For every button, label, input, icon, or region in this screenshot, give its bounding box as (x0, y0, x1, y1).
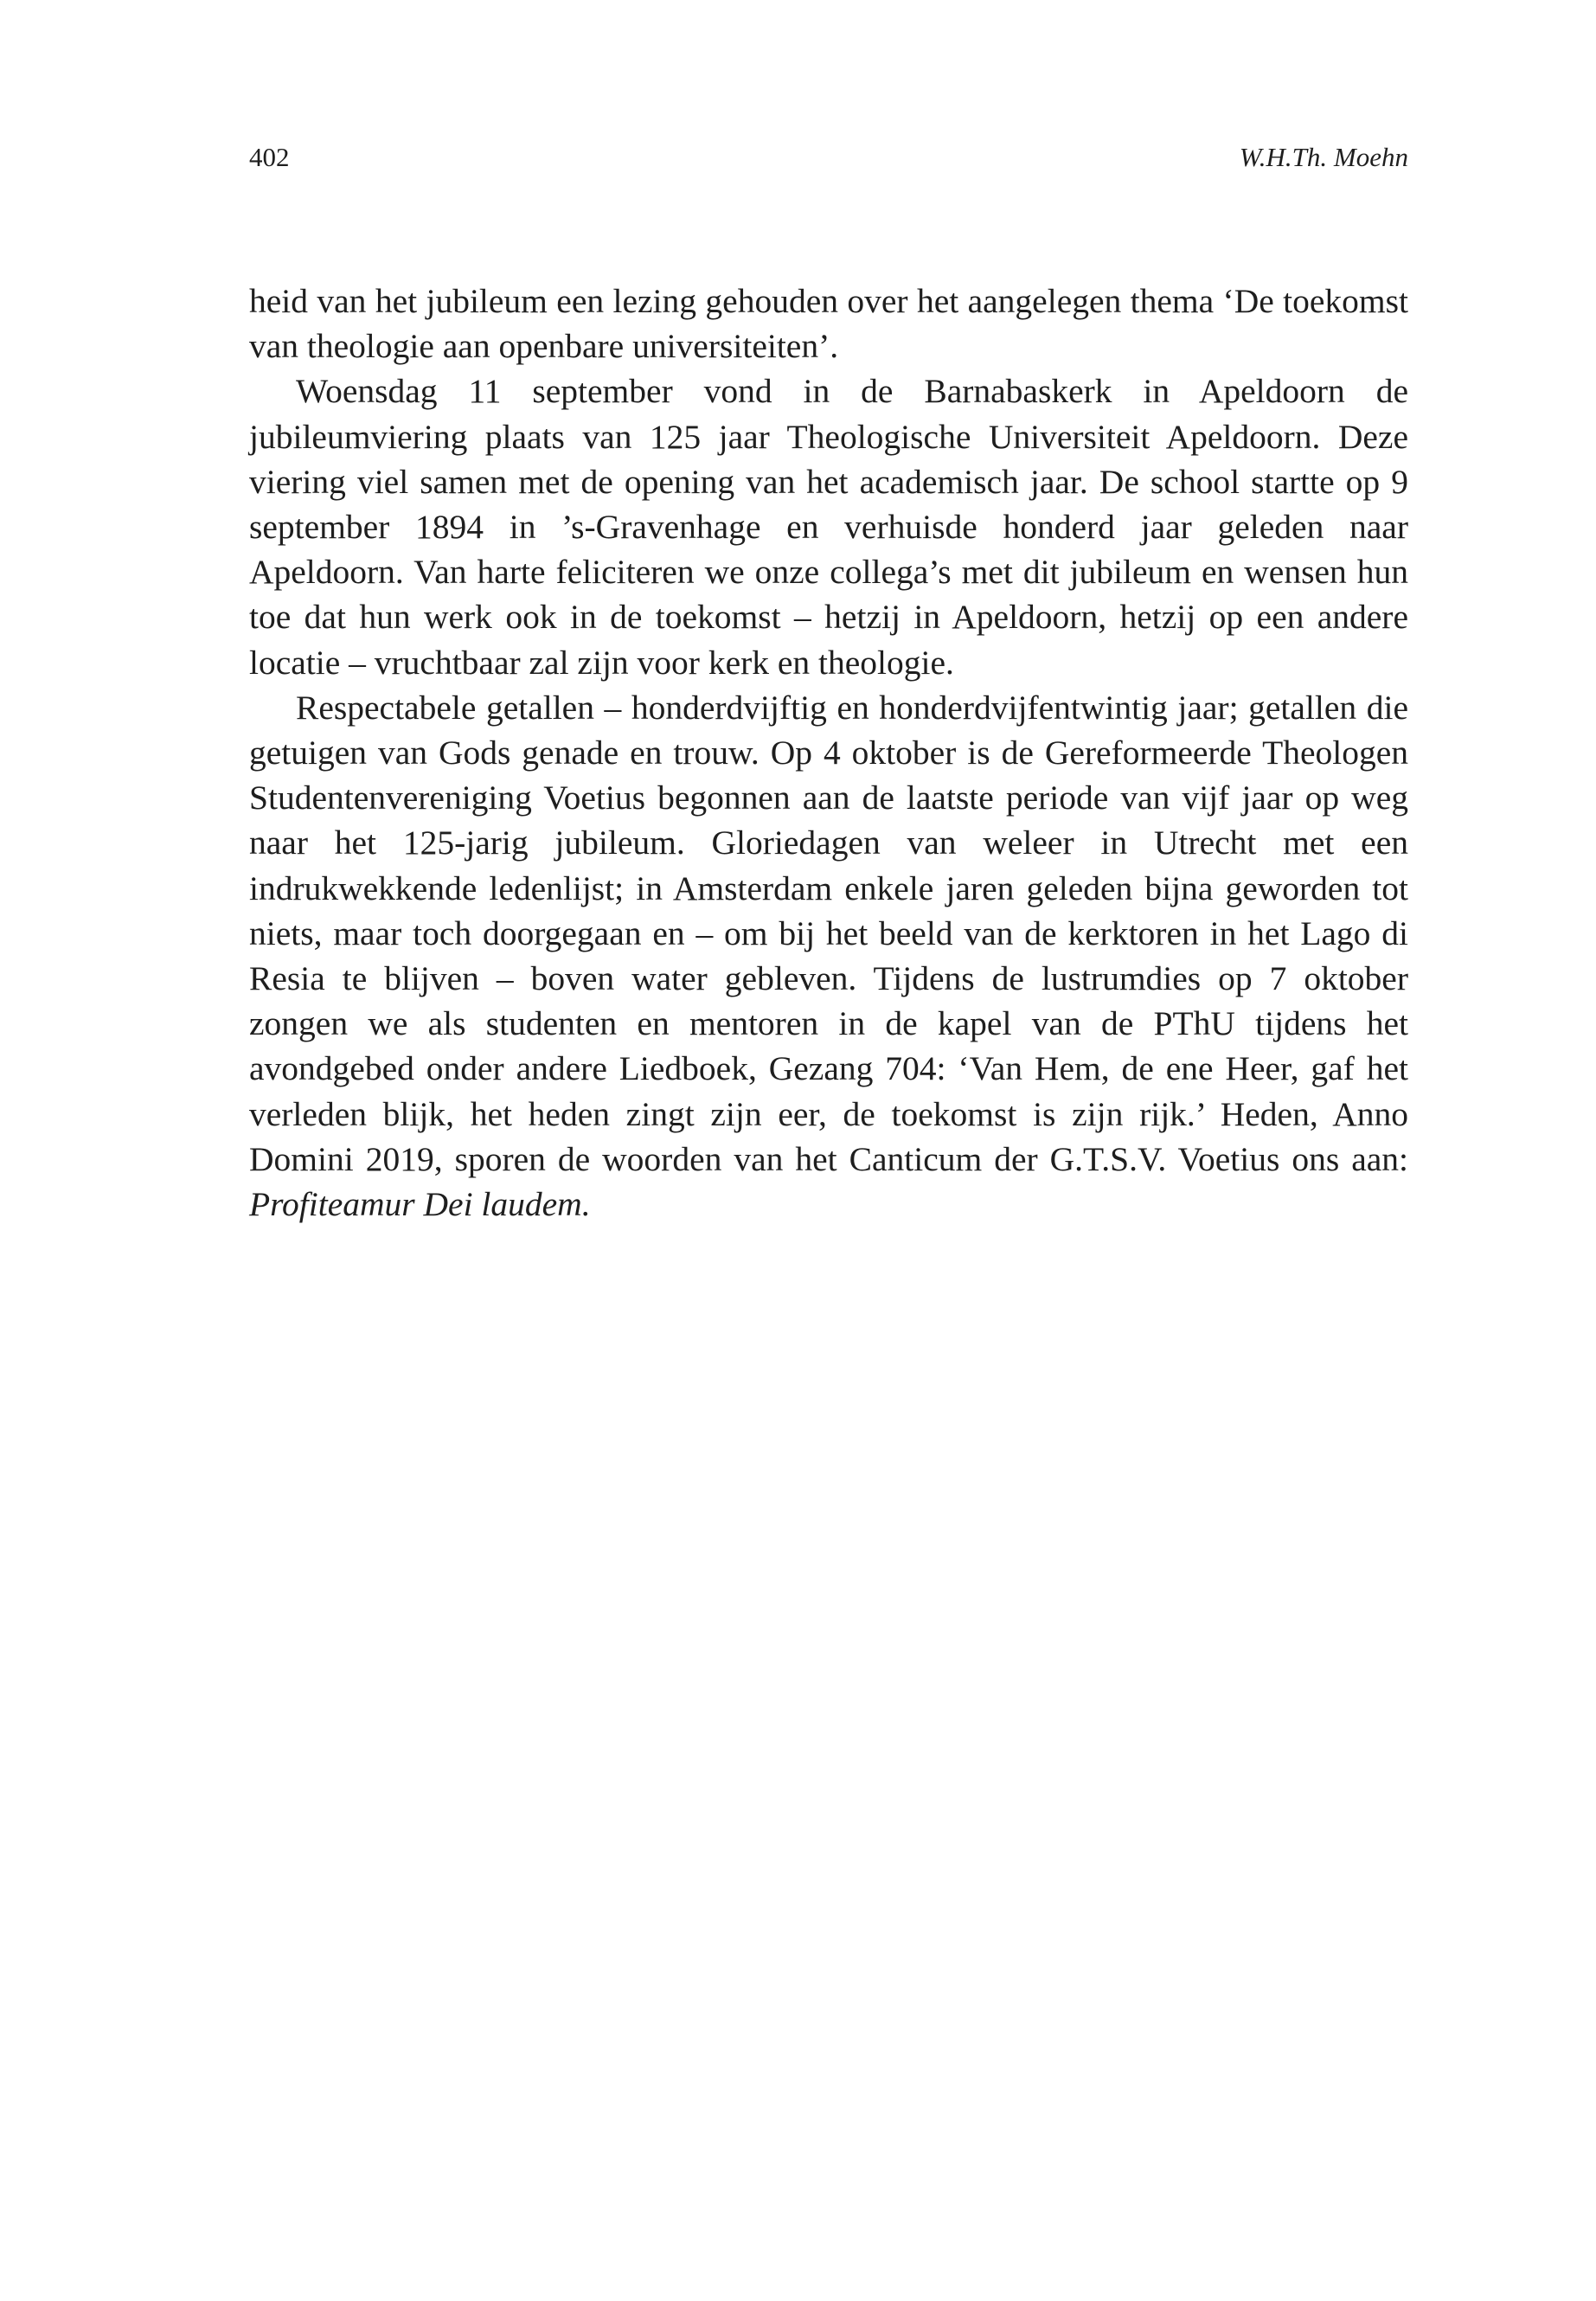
latin-motto: Profiteamur Dei laudem. (249, 1185, 591, 1224)
paragraph-1: heid van het jubileum een lezing gehouden over het aangelegen thema ‘De toekomst van theologie aan openbare universiteiten’. (249, 282, 1408, 366)
paragraph-3-text: Respectabele getallen – honderdvijftig en honderdvijfentwintig jaar; getallen die getuigen van Gods genade en trouw. Op 4 oktober is de Gereformeerde Theologen Studentenvereniging Voetius begonnen aan de laatste periode van vijf jaar op weg naar het 125-jarig jubileum. Gloriedagen van weleer in Utrecht met een indrukwekkende ledenlijst; in Amsterdam enkele jaren geleden bijna geworden tot niets, maar toch doorgegaan en – om bij het beeld van de kerktoren in het Lago di Resia te blijven – boven water gebleven. Tijdens de lustrumdies op 7 oktober zongen we als studenten en mentoren in de kapel van de PThU tijdens het avondgebed onder andere Liedboek, Gezang 704: ‘Van Hem, de ene Heer, gaf het verleden blijk, het heden zingt zijn eer, de toekomst is zijn rijk.’ Heden, Anno Domini 2019, sporen de woorden van het Canticum der G.T.S.V. Voetius ons aan: (249, 688, 1408, 1178)
body-text (249, 279, 1408, 1227)
paragraph-2: Woensdag 11 september vond in de Barnabaskerk in Apeldoorn de jubileumviering plaats van 125 jaar Theologische Universiteit Apeldoorn. Deze viering viel samen met de opening van het academisch jaar. De school startte op 9 september 1894 in ’s-Gravenhage en verhuisde honderd jaar geleden naar Apeldoorn. Van harte feliciteren we onze collega’s met dit jubileum en wensen hun toe dat hun werk ook in de toekomst – hetzij in Apeldoorn, hetzij op een andere locatie – vruchtbaar zal zijn voor kerk en theologie. (249, 372, 1408, 682)
running-head (249, 140, 1408, 175)
running-head-author: W.H.Th. Moehn (1239, 142, 1408, 172)
page-number: 402 (249, 142, 290, 172)
paragraph-3 (249, 685, 1408, 1227)
